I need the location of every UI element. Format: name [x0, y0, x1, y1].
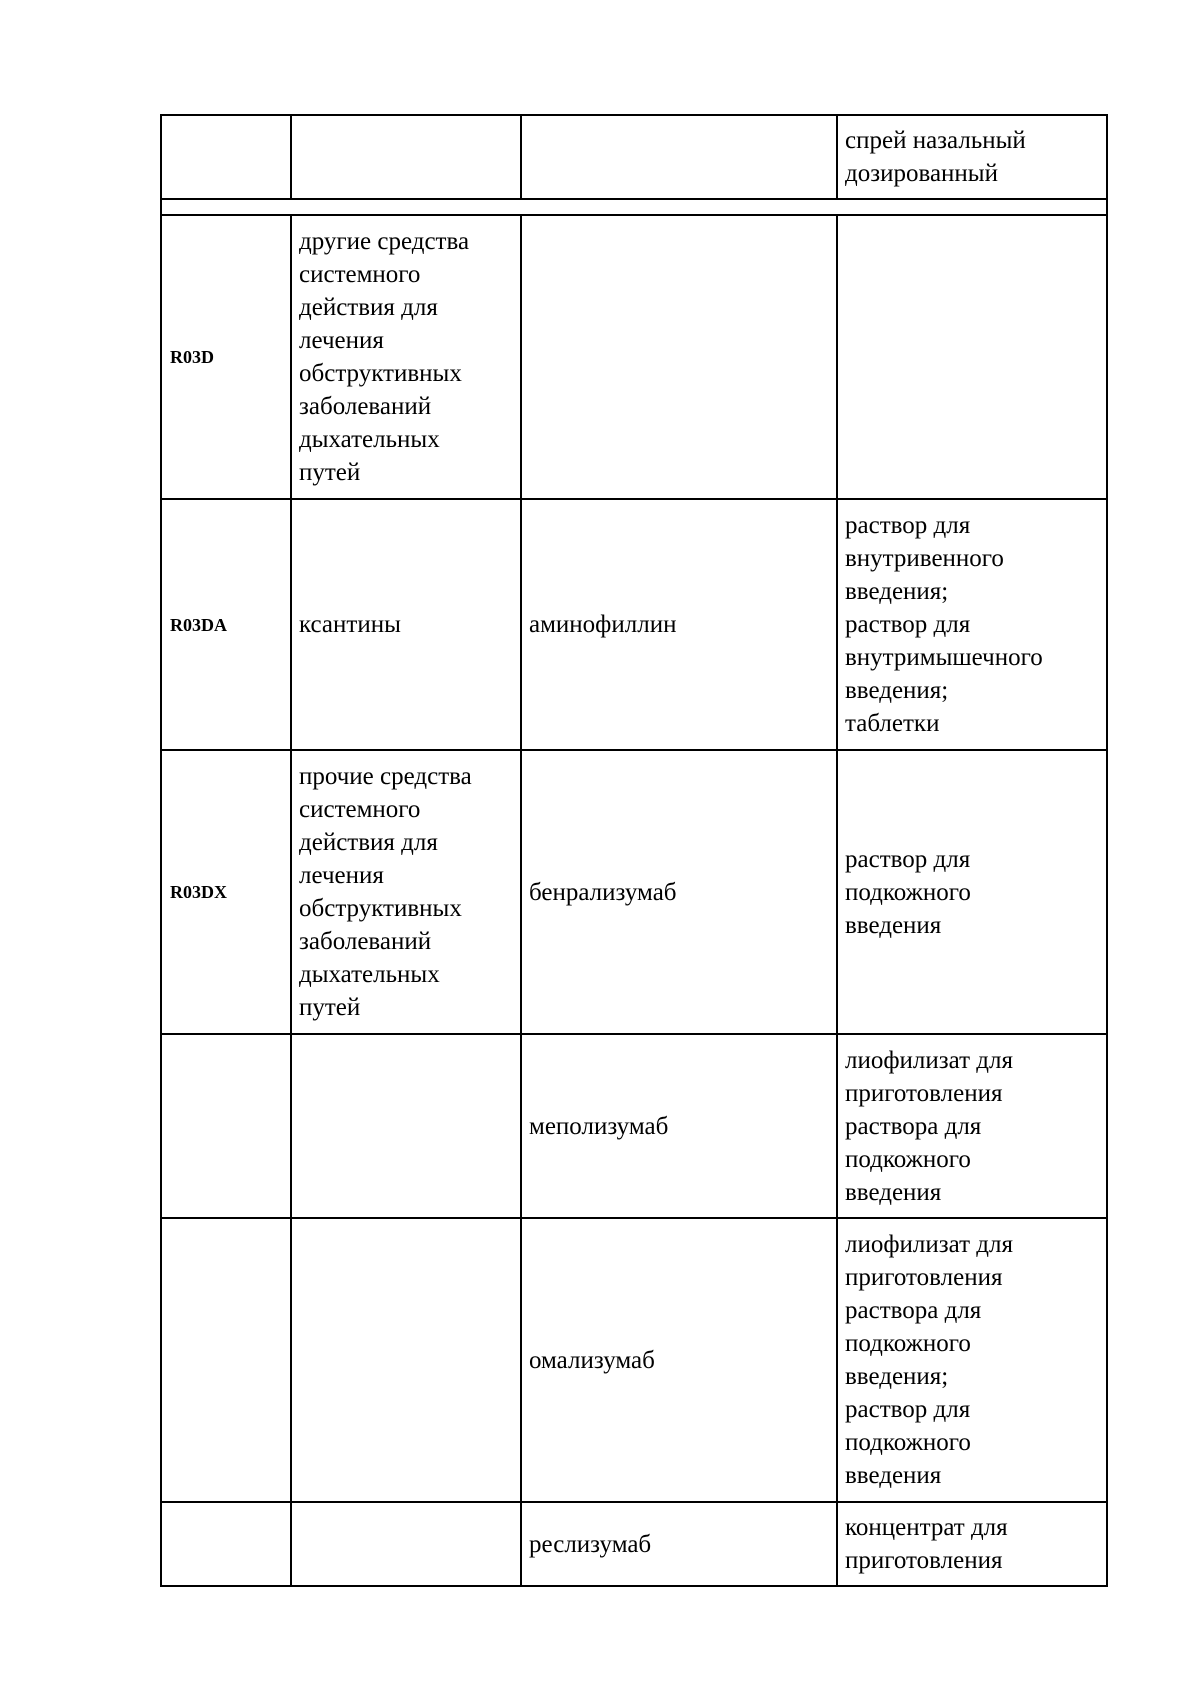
drug-name-cell: бенрализумаб	[521, 750, 837, 1034]
atc-code-cell	[161, 115, 291, 199]
drug-name-cell: аминофиллин	[521, 499, 837, 750]
table-spacer-row	[161, 199, 1107, 215]
drug-classification-table	[160, 114, 1108, 1587]
group-cell	[291, 1502, 521, 1586]
dosage-form-cell: спрей назальный дозированный	[837, 115, 1107, 199]
drug-name-cell: реслизумаб	[521, 1502, 837, 1586]
table-row	[161, 115, 1107, 199]
dosage-form-cell	[837, 215, 1107, 499]
table-row	[161, 750, 1107, 1034]
group-cell: ксантины	[291, 499, 521, 750]
drug-name-cell	[521, 115, 837, 199]
atc-code-cell: R03D	[161, 215, 291, 499]
drug-name-cell: меполизумаб	[521, 1034, 837, 1218]
group-cell: прочие средства системного действия для лечения обструктивных заболеваний дыхательных путей	[291, 750, 521, 1034]
dosage-form-cell: лиофилизат для приготовления раствора для подкожного введения	[837, 1034, 1107, 1218]
spacer-cell	[161, 199, 1107, 215]
dosage-form-cell: раствор для внутривенного введения; раствор для внутримышечного введения; таблетки	[837, 499, 1107, 750]
atc-code-cell: R03DX	[161, 750, 291, 1034]
group-cell	[291, 1034, 521, 1218]
table-row	[161, 215, 1107, 499]
dosage-form-cell: концентрат для приготовления	[837, 1502, 1107, 1586]
drug-name-cell	[521, 215, 837, 499]
group-cell	[291, 1218, 521, 1502]
dosage-form-cell: лиофилизат для приготовления раствора для подкожного введения; раствор для подкожного введения	[837, 1218, 1107, 1502]
atc-code-cell: R03DA	[161, 499, 291, 750]
atc-code-cell	[161, 1218, 291, 1502]
drug-name-cell: омализумаб	[521, 1218, 837, 1502]
atc-code-cell	[161, 1034, 291, 1218]
table-row	[161, 1034, 1107, 1218]
group-cell: другие средства системного действия для лечения обструктивных заболеваний дыхательных путей	[291, 215, 521, 499]
group-cell	[291, 115, 521, 199]
table-row	[161, 1502, 1107, 1586]
table-row	[161, 1218, 1107, 1502]
dosage-form-cell: раствор для подкожного введения	[837, 750, 1107, 1034]
table-row	[161, 499, 1107, 750]
atc-code-cell	[161, 1502, 291, 1586]
